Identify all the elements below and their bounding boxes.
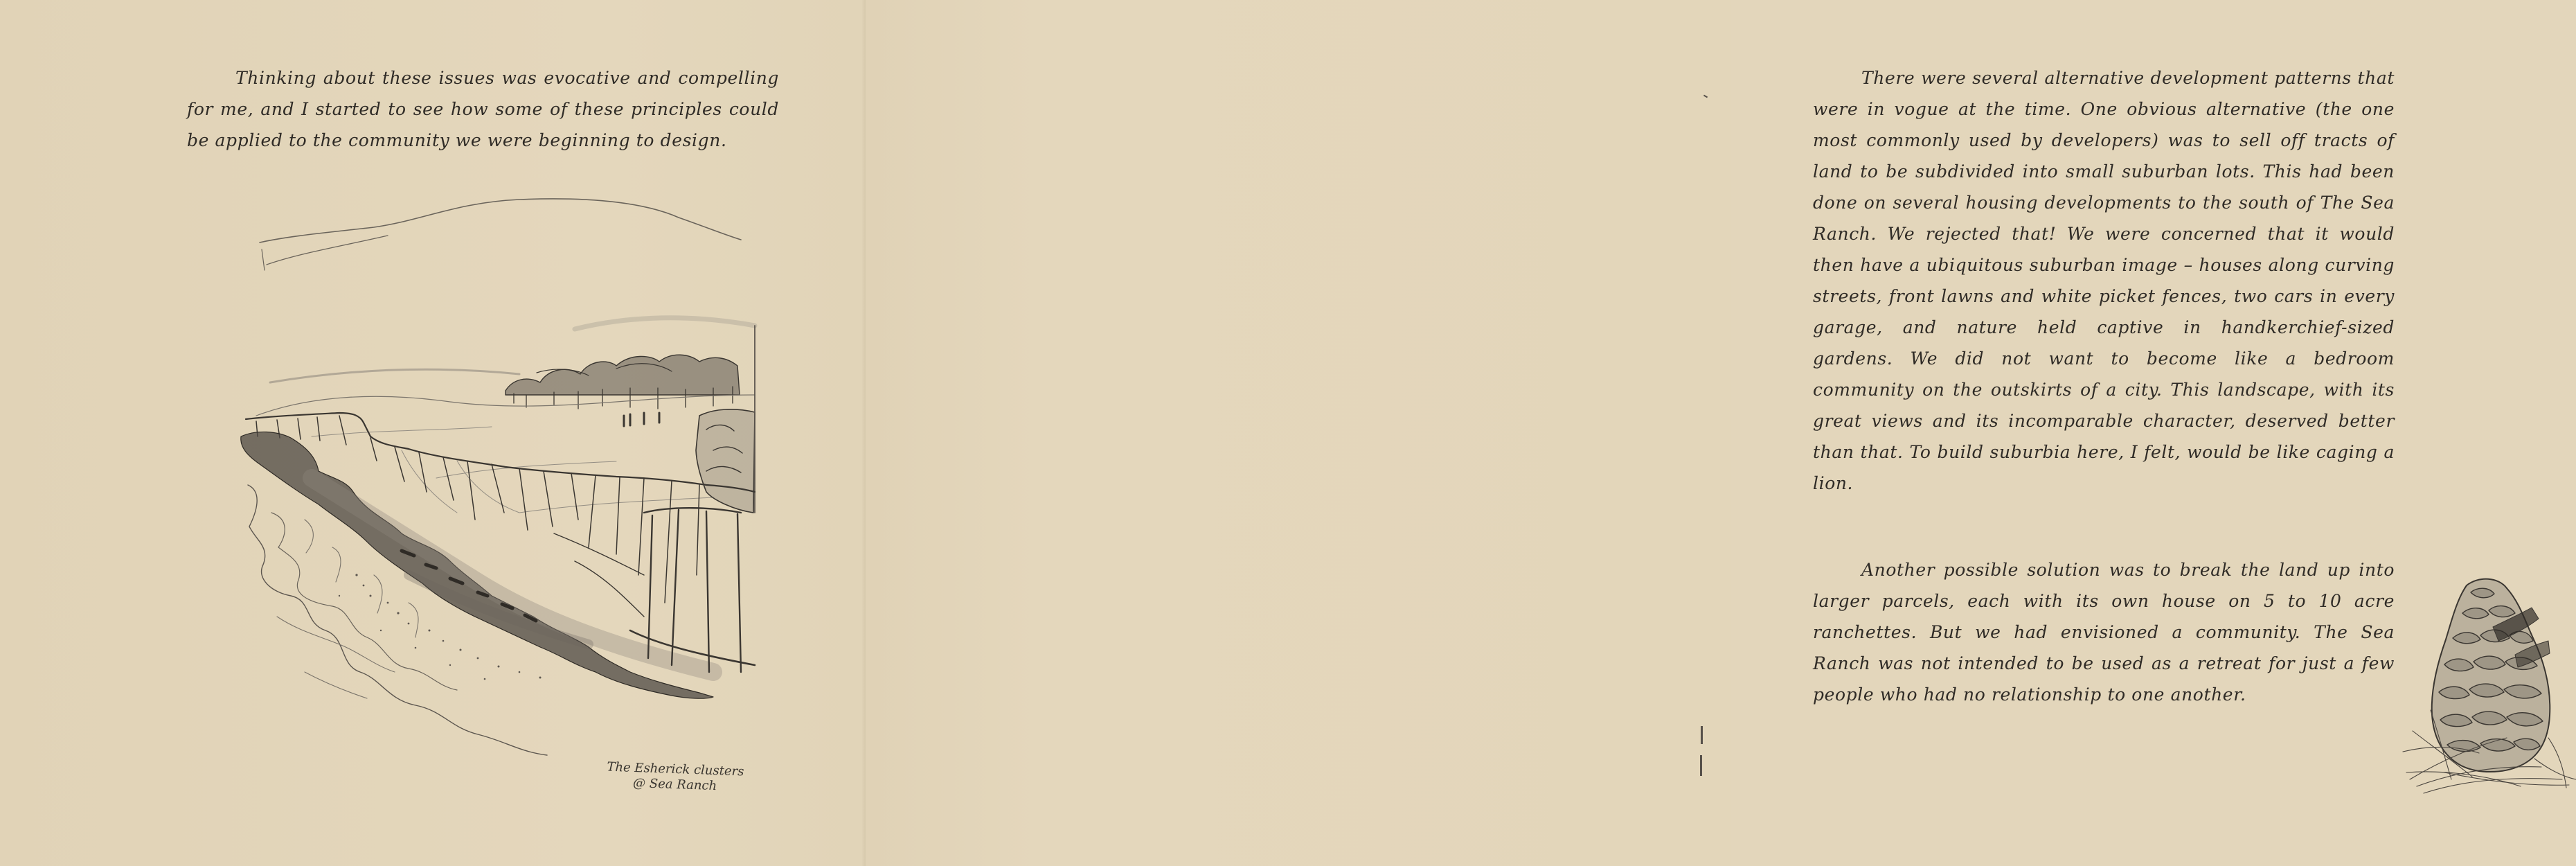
right-page [866,0,2395,866]
right-page-paragraph-2: Another possible solution was to break the land up into larger parcels, each with its own house on 5 to 10 acre ranchettes. But we had envisioned a community. The Sea Ranch was not intended to be used as a retreat for just a few people who had no relationship to one another. [1813,560,2395,705]
coastal-cliff-sketch [229,187,782,783]
edge-mark [1701,726,1703,744]
right-page-paragraph-1: There were several alternative development patterns that were in vogue at the time. One obvious alternative (the one most commonly used by developers) was to sell off tracts of land to be subdivided into small suburban lots. This had been done on several housing developments to the south of The Sea Ranch. We rejected that! We were concerned that it would then have a ubiquitous suburban image – houses along curving streets, front lawns and white picket fences, two cars in every garage, and nature held captive in handkerchief-sized gardens. We did not want to become like a bedroom community on the outskirts of a city. This landscape, with its great views and its incomparable character, deserved better than that. To build suburbia here, I felt, would be like caging a lion. [1813,68,2395,493]
left-page-paragraph: Thinking about these issues was evocative and compelling for me, and I started to see how some of these principles could be applied to the community we were beginning to design. [187,68,779,150]
left-page [0,0,866,866]
pinecone-sketch [2403,572,2576,793]
sketch-caption-line-2: @ Sea Ranch [632,775,717,794]
edge-mark [1703,95,1708,98]
edge-mark [1700,755,1702,776]
sketch-caption-line-1: The Esherick clusters [607,759,744,779]
sketch-caption [595,759,755,795]
